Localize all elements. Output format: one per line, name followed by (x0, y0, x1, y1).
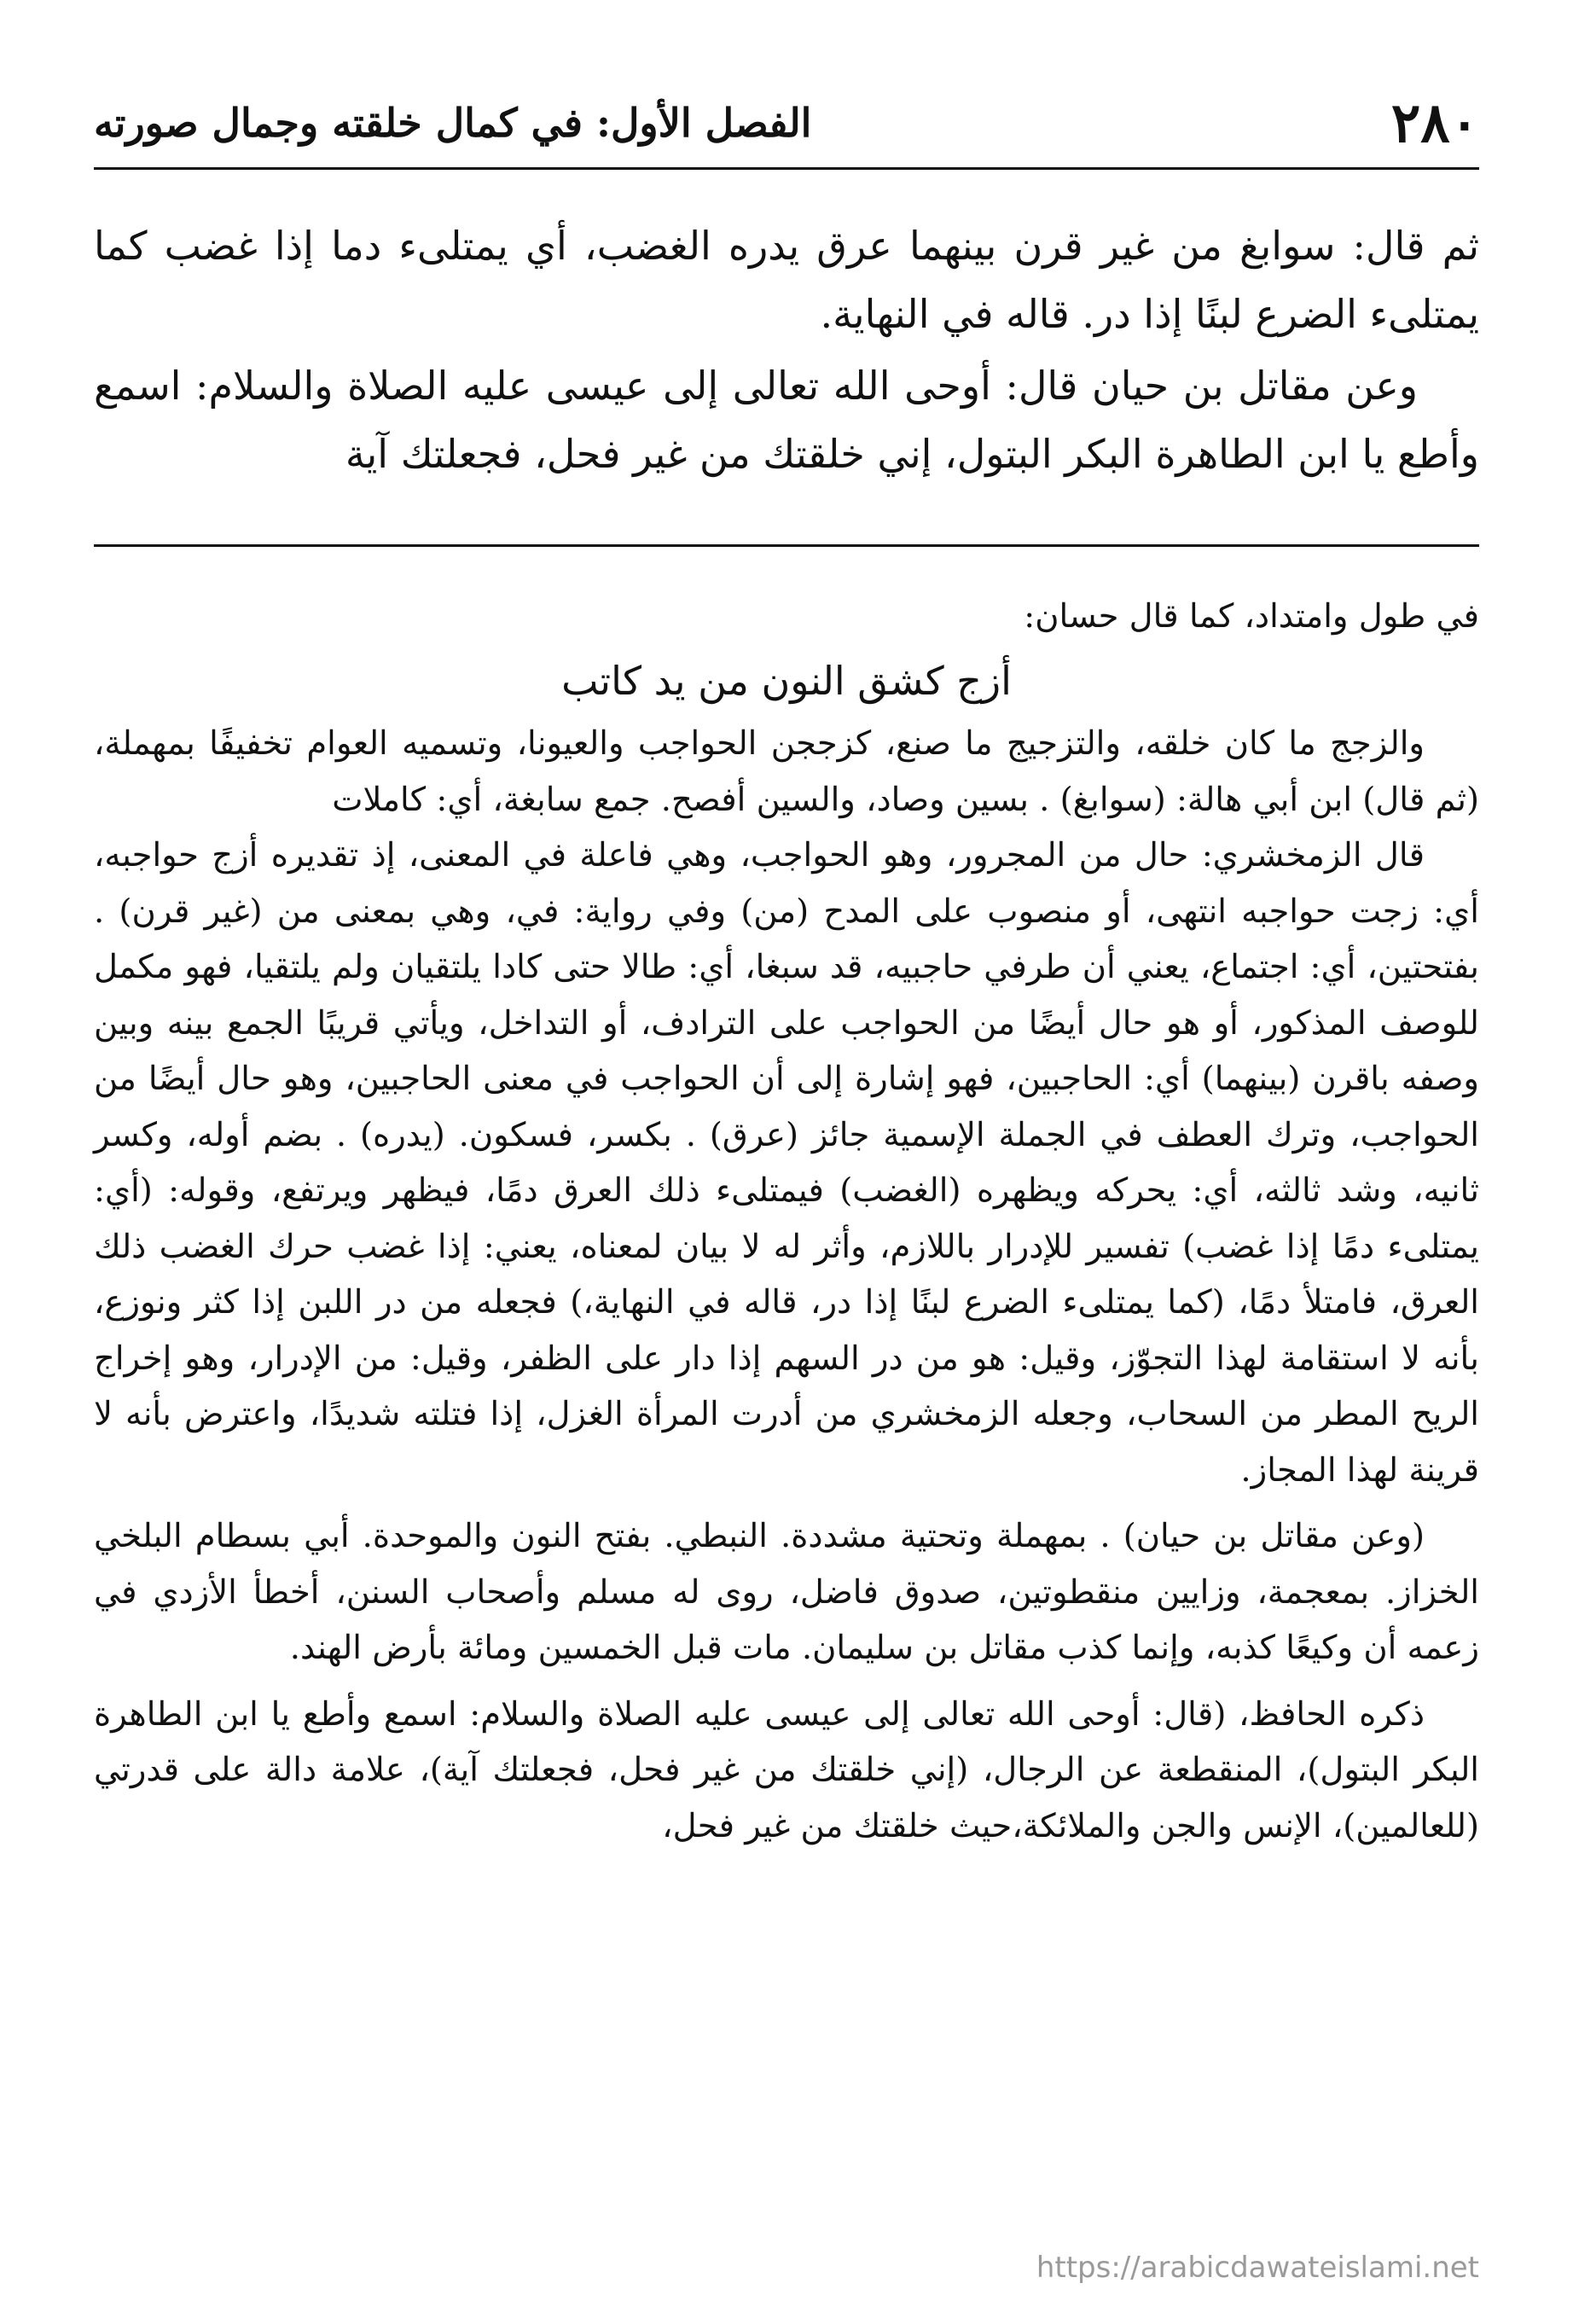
matn-separator-rule (94, 544, 1479, 547)
poetry-verse: أزج كشق النون من يد كاتب (561, 657, 1012, 704)
sharh-paragraph: ذكره الحافظ، (قال: أوحى الله تعالى إلى عيسى عليه الصلاة والسلام: اسمع وأطع يا ابن الطاهرة البكر البتول)، المنقطعة عن الرجال، (إني خلقتك من غير فحل، فجعلتك آية)، علامة دالة على قدرتي (للعالمين)، الإنس والجن والملائكة،حيث خلقتك من غير فحل، (94, 1694, 1479, 1845)
sharh-paragraph: قال الزمخشري: حال من المجرور، وهو الحواجب، وهي فاعلة في المعنى، إذ تقديره أزج حواجبه، أي: زجت حواجبه انتهى، أو منصوب على المدح (من) وفي رواية: في، وهي بمعنى من (غير قرن) . بفتحتين، أي: اجتماع، يعني أن طرفي حاجبيه، قد سبغا، أي: طالا حتى كادا يلتقيان ولم يلتقيا، فهو مكمل للوصف المذكور، أو هو حال أيضًا من الحواجب على الترادف، أو التداخل، ويأتي قريبًا الجمع بينه وبين وصفه باقرن (بينهما) أي: الحاجبين، فهو إشارة إلى أن الحواجب في معنى الحاجبين، وهو حال أيضًا من الحواجب، وترك العطف في الجملة الإسمية جائز (عرق) . بكسر، فسكون. (يدره) . بضم أوله، وكسر ثانيه، وشد ثالثه، أي: يحركه ويظهره (الغضب) فيمتلىء ذلك العرق دمًا، فيظهر ويرتفع، وقوله: (أي: يمتلىء دمًا إذا غضب) تفسير للإدرار باللازم، وأثر له لا بيان لمعناه، يعني: إذا غضب حرك الغضب ذلك العرق، فامتلأ دمًا، (كما يمتلىء الضرع لبنًا إذا در، قاله في النهاية،) فجعله من در اللبن إذا كثر ونوزع، بأنه لا استقامة لهذا التجوّز، وقيل: هو من در السهم إذا دار على الظفر، وقيل: من الإدرار، وهو إخراج الريح المطر من السحاب، وجعله الزمخشري من أدرت المرأة الغزل، إذا فتلته شديدًا، واعترض بأنه لا قرينة لهذا المجاز. (94, 836, 1479, 1490)
running-title: الفصل الأول: في كمال خلقته وجمال صورته (94, 100, 812, 146)
sharh-paragraph: (وعن مقاتل بن حيان) . بمهملة وتحتية مشددة. النبطي. بفتح النون والموحدة. أبي بسطام البلخي الخزاز. بمعجمة، وزايين منقطوتين، صدوق فاضل، روى له مسلم وأصحاب السنن، أخطأ الأزدي في زعمه أن وكيعًا كذبه، وإنما كذب مقاتل بن سليمان. مات قبل الخمسين ومائة بأرض الهند. (94, 1517, 1479, 1667)
watermark-url: https://arabicdawateislami.net (1036, 2251, 1479, 2285)
page-number: ٢٨٠ (1390, 90, 1479, 155)
page-header (94, 89, 1479, 157)
sharh-paragraph: والزجج ما كان خلقه، والتزجيج ما صنع، كزججن الحواجب والعيونا، وتسميه العوام تخفيفًا بمهملة، (ثم قال) ابن أبي هالة: (سوابغ) . بسين وصاد، والسين أفصح. جمع سابغة، أي: كاملات (94, 724, 1479, 819)
matn-paragraph: وعن مقاتل بن حيان قال: أوحى الله تعالى إلى عيسى عليه الصلاة والسلام: اسمع وأطع يا ابن الطاهرة البكر البتول، إني خلقتك من غير فحل، فجعلتك آية (94, 363, 1479, 477)
sharh-paragraph: في طول وامتداد، كما قال حسان: (1024, 597, 1479, 636)
header-rule (94, 167, 1479, 170)
matn-text (94, 212, 1479, 488)
matn-paragraph: ثم قال: سوابغ من غير قرن بينهما عرق يدره الغضب، أي يمتلىء دما إذا غضب كما يمتلىء الضرع لبنًا إذا در. قاله في النهاية. (94, 223, 1479, 337)
sharh-text (94, 589, 1479, 1854)
